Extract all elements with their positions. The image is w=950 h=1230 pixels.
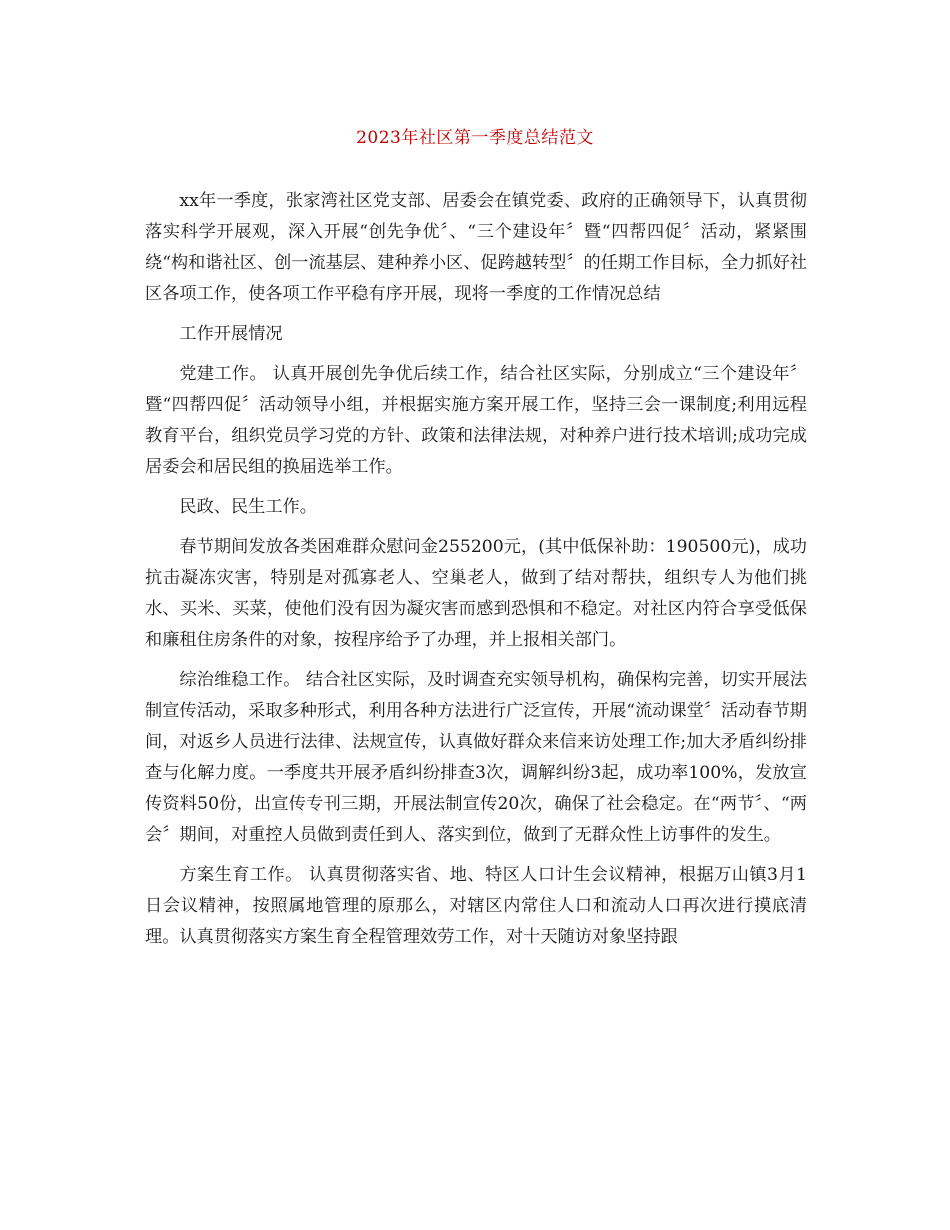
section-heading-work-status: 工作开展情况 xyxy=(179,324,283,344)
document-title: 2023年社区第一季度总结范文 xyxy=(356,128,594,148)
paragraph-party-building: 党建工作。 认真开展创先争优后续工作，结合社区实际，分别成立“三个建设年〞暨“四帮四促〞活动领导小组，并根据实施方案开展工作，坚持三会一课制度;利用远程教育平台，组织党员学习党的方针、政策和法律法规，对种养户进行技术培训;成功完成居委会和居民组的换届选举工作。 xyxy=(145,364,807,477)
paragraph-spring-festival-aid: 春节期间发放各类困难群众慰问金255200元，(其中低保补助：190500元)，成功抗击凝冻灾害，特别是对孤寡老人、空巢老人，做到了结对帮扶，组织专人为他们挑水、买米、买菜，使他们没有因为凝灾害而感到恐惧和不稳定。对社区内符合享受低保和廉租住房条件的对象，按程序给予了办理，并上报相关部门。 xyxy=(145,537,807,650)
paragraph-family-planning: 方案生育工作。 认真贯彻落实省、地、特区人口计生会议精神，根据万山镇3月1日会议精神，按照属地管理的原那么，对辖区内常住人口和流动人口再次进行摸底清理。认真贯彻落实方案生育全程管理效劳工作，对十天随访对象坚持跟 xyxy=(145,865,807,947)
paragraph-intro: xx年一季度，张家湾社区党支部、居委会在镇党委、政府的正确领导下，认真贯彻落实科学开展观，深入开展“创先争优〞、“三个建设年〞暨“四帮四促〞活动，紧紧围绕“构和谐社区、创一流基层、建种养小区、促跨越转型〞的任期工作目标，全力抓好社区各项工作，使各项工作平稳有序开展，现将一季度的工作情况总结 xyxy=(145,191,807,304)
document-body xyxy=(145,186,807,962)
paragraph-stability-work: 综治维稳工作。 结合社区实际，及时调查充实领导机构，确保构完善，切实开展法制宣传活动，采取多种形式，利用各种方法进行广泛宣传，开展“流动课堂〞活动春节期间，对返乡人员进行法律、法规宣传，认真做好群众来信来访处理工作;加大矛盾纠纷排查与化解力度。一季度共开展矛盾纠纷排查3次，调解纠纷3起，成功率100%，发放宣传资料50份，出宣传专刊三期，开展法制宣传20次，确保了社会稳定。在“两节〞、“两会〞期间，对重控人员做到责任到人、落实到位，做到了无群众性上访事件的发生。 xyxy=(145,670,807,845)
section-heading-civil-affairs: 民政、民生工作。 xyxy=(179,497,317,517)
